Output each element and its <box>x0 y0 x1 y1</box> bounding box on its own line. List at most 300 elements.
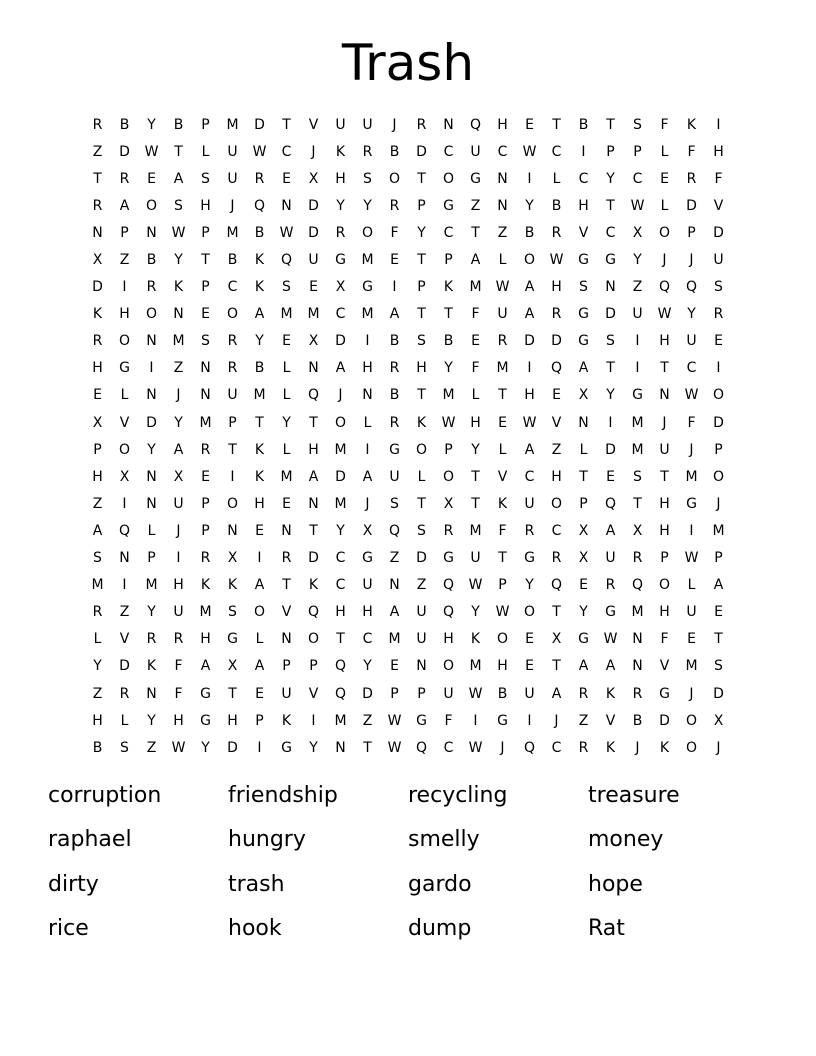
grid-letter: C <box>551 739 562 756</box>
grid-letter: P <box>93 441 102 458</box>
grid-letter: E <box>201 468 210 485</box>
grid-letter: P <box>255 712 264 729</box>
grid-letter: R <box>92 604 103 621</box>
grid-letter: E <box>552 387 561 404</box>
grid-letter: G <box>497 712 508 729</box>
grid-row <box>84 138 732 165</box>
grid-row <box>84 355 732 382</box>
grid-letter: J <box>230 197 235 214</box>
grid-letter: T <box>417 252 426 269</box>
grid-letter: A <box>173 441 184 458</box>
grid-letter: D <box>416 550 427 567</box>
grid-letter: S <box>201 333 210 350</box>
grid-letter: M <box>631 441 644 458</box>
grid-letter: Q <box>523 739 536 756</box>
grid-letter: E <box>255 522 264 539</box>
grid-letter: D <box>605 306 616 323</box>
grid-letter: F <box>687 143 696 160</box>
grid-letter: C <box>686 360 697 377</box>
grid-letter: M <box>496 360 509 377</box>
word-bank-item: money <box>588 827 664 853</box>
grid-letter: R <box>281 550 292 567</box>
grid-letter: L <box>552 170 561 187</box>
grid-letter: I <box>581 143 586 160</box>
grid-letter: V <box>713 197 724 214</box>
grid-letter: T <box>417 387 426 404</box>
grid-letter: Q <box>550 360 563 377</box>
grid-letter: N <box>281 522 292 539</box>
grid-letter: G <box>200 712 211 729</box>
grid-letter: B <box>254 360 265 377</box>
grid-row <box>84 653 732 680</box>
grid-letter: W <box>252 143 267 160</box>
grid-letter: P <box>714 550 723 567</box>
grid-letter: A <box>713 577 724 594</box>
grid-letter: P <box>201 279 210 296</box>
grid-letter: M <box>226 116 239 133</box>
grid-letter: V <box>119 631 130 648</box>
grid-letter: H <box>578 197 589 214</box>
grid-letter: B <box>389 333 400 350</box>
grid-letter: R <box>200 550 211 567</box>
grid-letter: Y <box>309 739 318 756</box>
grid-letter: U <box>524 685 535 702</box>
grid-letter: U <box>470 143 481 160</box>
grid-letter: W <box>441 414 456 431</box>
grid-letter: M <box>469 658 482 675</box>
grid-letter: W <box>495 279 510 296</box>
grid-letter: Q <box>253 197 266 214</box>
grid-letter: A <box>119 197 130 214</box>
grid-letter: P <box>201 495 210 512</box>
grid-letter: T <box>471 468 480 485</box>
grid-letter: Y <box>147 441 156 458</box>
grid-letter: U <box>659 441 670 458</box>
grid-letter: N <box>173 306 184 323</box>
grid-letter: P <box>444 252 453 269</box>
grid-letter: I <box>689 522 694 539</box>
grid-letter: Z <box>578 712 589 729</box>
grid-row <box>84 572 732 599</box>
grid-letter: B <box>578 116 589 133</box>
grid-letter: W <box>279 224 294 241</box>
grid-letter: U <box>335 116 346 133</box>
grid-letter: Q <box>550 577 563 594</box>
grid-letter: F <box>471 306 480 323</box>
grid-letter: Y <box>687 306 696 323</box>
grid-letter: Z <box>119 604 130 621</box>
grid-letter: T <box>633 495 642 512</box>
grid-letter: Q <box>415 739 428 756</box>
grid-letter: N <box>146 333 157 350</box>
grid-letter: Y <box>147 604 156 621</box>
grid-letter: K <box>254 441 265 458</box>
grid-letter: G <box>686 495 697 512</box>
grid-letter: U <box>686 604 697 621</box>
grid-letter: N <box>146 468 157 485</box>
grid-letter: B <box>632 712 643 729</box>
grid-letter: Y <box>336 197 345 214</box>
grid-letter: N <box>146 224 157 241</box>
grid-letter: L <box>93 631 102 648</box>
grid-letter: O <box>334 414 347 431</box>
grid-letter: T <box>336 631 345 648</box>
grid-letter: R <box>551 306 562 323</box>
grid-letter: Y <box>147 712 156 729</box>
grid-letter: F <box>660 631 669 648</box>
grid-letter: W <box>171 224 186 241</box>
grid-letter: Z <box>389 550 400 567</box>
grid-letter: D <box>686 197 697 214</box>
grid-letter: T <box>444 306 453 323</box>
grid-letter: N <box>632 631 643 648</box>
grid-letter: X <box>335 279 346 296</box>
grid-letter: H <box>497 658 508 675</box>
grid-letter: Q <box>388 522 401 539</box>
grid-letter: P <box>579 495 588 512</box>
grid-letter: M <box>442 387 455 404</box>
grid-letter: N <box>146 685 157 702</box>
grid-letter: S <box>633 468 642 485</box>
grid-letter: W <box>468 685 483 702</box>
grid-letter: O <box>118 441 131 458</box>
grid-letter: G <box>443 550 454 567</box>
grid-letter: P <box>633 143 642 160</box>
grid-letter: G <box>416 712 427 729</box>
grid-letter: U <box>686 333 697 350</box>
grid-letter: N <box>578 414 589 431</box>
grid-letter: G <box>524 550 535 567</box>
grid-letter: W <box>387 712 402 729</box>
grid-letter: V <box>605 712 616 729</box>
grid-letter: W <box>495 604 510 621</box>
grid-row <box>84 219 732 246</box>
grid-letter: G <box>200 685 211 702</box>
grid-letter: D <box>254 116 265 133</box>
grid-letter: O <box>685 712 698 729</box>
grid-letter: T <box>714 631 723 648</box>
grid-letter: X <box>713 712 724 729</box>
grid-letter: P <box>417 197 426 214</box>
grid-letter: T <box>309 414 318 431</box>
grid-letter: U <box>389 468 400 485</box>
grid-letter: J <box>716 739 721 756</box>
grid-letter: E <box>390 658 399 675</box>
grid-letter: O <box>361 224 374 241</box>
grid-letter: T <box>552 658 561 675</box>
grid-letter: R <box>92 333 103 350</box>
grid-letter: D <box>362 685 373 702</box>
grid-letter: O <box>388 170 401 187</box>
grid-letter: D <box>605 441 616 458</box>
grid-letter: U <box>362 116 373 133</box>
grid-letter: R <box>632 550 643 567</box>
grid-letter: N <box>119 550 130 567</box>
grid-letter: J <box>662 252 667 269</box>
grid-letter: O <box>550 495 563 512</box>
grid-row <box>84 734 732 761</box>
grid-letter: Y <box>444 360 453 377</box>
grid-letter: D <box>713 685 724 702</box>
grid-letter: R <box>362 143 373 160</box>
grid-letter: F <box>174 658 183 675</box>
grid-letter: R <box>551 550 562 567</box>
grid-letter: Z <box>92 495 103 512</box>
grid-letter: L <box>120 712 129 729</box>
grid-letter: P <box>228 414 237 431</box>
grid-letter: Y <box>174 252 183 269</box>
grid-letter: K <box>686 116 697 133</box>
grid-letter: L <box>147 522 156 539</box>
grid-letter: R <box>389 197 400 214</box>
grid-letter: T <box>309 522 318 539</box>
grid-letter: R <box>146 631 157 648</box>
grid-letter: S <box>417 522 426 539</box>
grid-letter: D <box>119 658 130 675</box>
grid-letter: H <box>119 306 130 323</box>
grid-letter: E <box>147 170 156 187</box>
grid-row <box>84 274 732 301</box>
grid-row <box>84 382 732 409</box>
grid-letter: U <box>173 604 184 621</box>
grid-letter: C <box>335 577 346 594</box>
grid-letter: S <box>714 279 723 296</box>
grid-letter: T <box>282 577 291 594</box>
grid-letter: N <box>605 279 616 296</box>
grid-letter: X <box>173 468 184 485</box>
grid-letter: O <box>658 224 671 241</box>
grid-letter: M <box>631 414 644 431</box>
grid-letter: K <box>335 143 346 160</box>
grid-letter: A <box>92 522 103 539</box>
grid-letter: M <box>334 441 347 458</box>
grid-letter: L <box>417 468 426 485</box>
grid-letter: X <box>632 522 643 539</box>
grid-letter: U <box>416 631 427 648</box>
grid-letter: P <box>282 658 291 675</box>
grid-letter: G <box>389 441 400 458</box>
grid-letter: W <box>684 550 699 567</box>
grid-letter: D <box>551 333 562 350</box>
grid-letter: W <box>630 197 645 214</box>
grid-letter: K <box>254 468 265 485</box>
grid-letter: R <box>92 116 103 133</box>
grid-letter: D <box>659 712 670 729</box>
grid-letter: X <box>443 495 454 512</box>
grid-letter: T <box>228 685 237 702</box>
grid-letter: R <box>524 522 535 539</box>
grid-letter: P <box>309 658 318 675</box>
grid-letter: U <box>605 550 616 567</box>
grid-letter: J <box>689 441 694 458</box>
grid-letter: M <box>253 387 266 404</box>
grid-letter: O <box>226 495 239 512</box>
grid-letter: M <box>199 604 212 621</box>
grid-letter: R <box>173 631 184 648</box>
grid-row <box>84 111 732 138</box>
grid-letter: D <box>92 279 103 296</box>
grid-letter: H <box>497 116 508 133</box>
grid-letter: U <box>227 387 238 404</box>
grid-letter: C <box>578 170 589 187</box>
grid-letter: M <box>469 279 482 296</box>
word-bank-item: hungry <box>228 827 306 853</box>
grid-letter: O <box>523 252 536 269</box>
grid-letter: H <box>659 604 670 621</box>
word-bank-item: hope <box>588 871 643 897</box>
grid-letter: X <box>227 658 238 675</box>
grid-letter: U <box>308 252 319 269</box>
grid-letter: L <box>660 143 669 160</box>
grid-letter: W <box>522 414 537 431</box>
grid-letter: Y <box>633 252 642 269</box>
grid-letter: W <box>522 143 537 160</box>
grid-letter: C <box>362 631 373 648</box>
grid-letter: A <box>254 658 265 675</box>
grid-letter: G <box>335 252 346 269</box>
grid-letter: Y <box>606 170 615 187</box>
word-bank-item: recycling <box>408 783 508 808</box>
grid-letter: I <box>716 116 721 133</box>
grid-letter: P <box>660 550 669 567</box>
grid-letter: Z <box>416 577 427 594</box>
grid-letter: M <box>361 306 374 323</box>
grid-letter: R <box>227 333 238 350</box>
grid-letter: P <box>417 279 426 296</box>
grid-letter: E <box>282 333 291 350</box>
grid-letter: R <box>335 224 346 241</box>
grid-letter: Y <box>471 604 480 621</box>
grid-letter: B <box>497 685 508 702</box>
grid-letter: A <box>551 685 562 702</box>
word-bank-item: friendship <box>228 783 338 808</box>
grid-letter: W <box>468 739 483 756</box>
grid-letter: T <box>471 224 480 241</box>
grid-letter: J <box>338 387 343 404</box>
grid-letter: L <box>579 441 588 458</box>
grid-letter: J <box>662 414 667 431</box>
grid-letter: H <box>362 604 373 621</box>
grid-letter: Y <box>363 197 372 214</box>
grid-letter: T <box>660 468 669 485</box>
grid-letter: J <box>635 739 640 756</box>
grid-letter: P <box>606 143 615 160</box>
grid-letter: N <box>308 495 319 512</box>
grid-letter: T <box>255 414 264 431</box>
grid-letter: O <box>226 306 239 323</box>
grid-letter: W <box>549 252 564 269</box>
grid-letter: X <box>308 170 319 187</box>
grid-letter: R <box>578 739 589 756</box>
grid-letter: R <box>551 224 562 241</box>
grid-letter: F <box>498 522 507 539</box>
grid-letter: P <box>444 441 453 458</box>
grid-letter: J <box>554 712 559 729</box>
grid-letter: G <box>470 170 481 187</box>
grid-letter: Q <box>280 252 293 269</box>
grid-letter: L <box>120 387 129 404</box>
grid-letter: Q <box>631 577 644 594</box>
word-bank <box>48 774 768 951</box>
grid-letter: E <box>390 252 399 269</box>
grid-letter: N <box>146 495 157 512</box>
grid-letter: B <box>173 116 184 133</box>
grid-letter: K <box>200 577 211 594</box>
grid-letter: O <box>658 577 671 594</box>
grid-letter: R <box>686 170 697 187</box>
grid-letter: Q <box>442 604 455 621</box>
grid-letter: Z <box>551 441 562 458</box>
word-bank-item: rice <box>48 915 89 941</box>
grid-letter: U <box>713 252 724 269</box>
grid-letter: C <box>335 550 346 567</box>
grid-letter: T <box>282 116 291 133</box>
grid-letter: E <box>660 170 669 187</box>
grid-letter: E <box>525 116 534 133</box>
grid-letter: R <box>92 197 103 214</box>
grid-letter: R <box>578 685 589 702</box>
grid-letter: C <box>443 143 454 160</box>
grid-letter: Y <box>255 333 264 350</box>
grid-letter: H <box>92 712 103 729</box>
grid-letter: E <box>282 170 291 187</box>
grid-letter: C <box>227 279 238 296</box>
grid-letter: R <box>389 414 400 431</box>
grid-letter: B <box>92 739 103 756</box>
grid-letter: U <box>227 170 238 187</box>
grid-letter: Q <box>307 604 320 621</box>
grid-letter: F <box>687 414 696 431</box>
grid-letter: C <box>443 739 454 756</box>
grid-letter: N <box>308 360 319 377</box>
grid-letter: B <box>254 224 265 241</box>
grid-letter: A <box>335 360 346 377</box>
grid-letter: A <box>605 522 616 539</box>
grid-letter: E <box>687 631 696 648</box>
grid-letter: I <box>365 333 370 350</box>
grid-letter: P <box>417 685 426 702</box>
grid-letter: N <box>362 387 373 404</box>
grid-letter: T <box>660 360 669 377</box>
grid-letter: X <box>92 252 103 269</box>
grid-row <box>84 463 732 490</box>
grid-letter: O <box>496 631 509 648</box>
grid-letter: P <box>390 685 399 702</box>
grid-letter: F <box>174 685 183 702</box>
grid-letter: H <box>335 604 346 621</box>
grid-letter: D <box>335 333 346 350</box>
grid-letter: X <box>578 550 589 567</box>
grid-letter: K <box>227 577 238 594</box>
grid-letter: G <box>119 360 130 377</box>
grid-letter: B <box>146 252 157 269</box>
grid-letter: K <box>605 685 616 702</box>
grid-letter: M <box>469 522 482 539</box>
grid-letter: K <box>254 252 265 269</box>
grid-letter: Y <box>147 116 156 133</box>
grid-letter: Q <box>334 685 347 702</box>
grid-row <box>84 517 732 544</box>
grid-letter: X <box>119 468 130 485</box>
grid-letter: K <box>416 414 427 431</box>
grid-letter: F <box>660 116 669 133</box>
grid-letter: K <box>92 306 103 323</box>
grid-letter: T <box>498 387 507 404</box>
grid-letter: L <box>282 360 291 377</box>
grid-letter: I <box>527 360 532 377</box>
grid-letter: Y <box>201 739 210 756</box>
grid-letter: E <box>498 414 507 431</box>
